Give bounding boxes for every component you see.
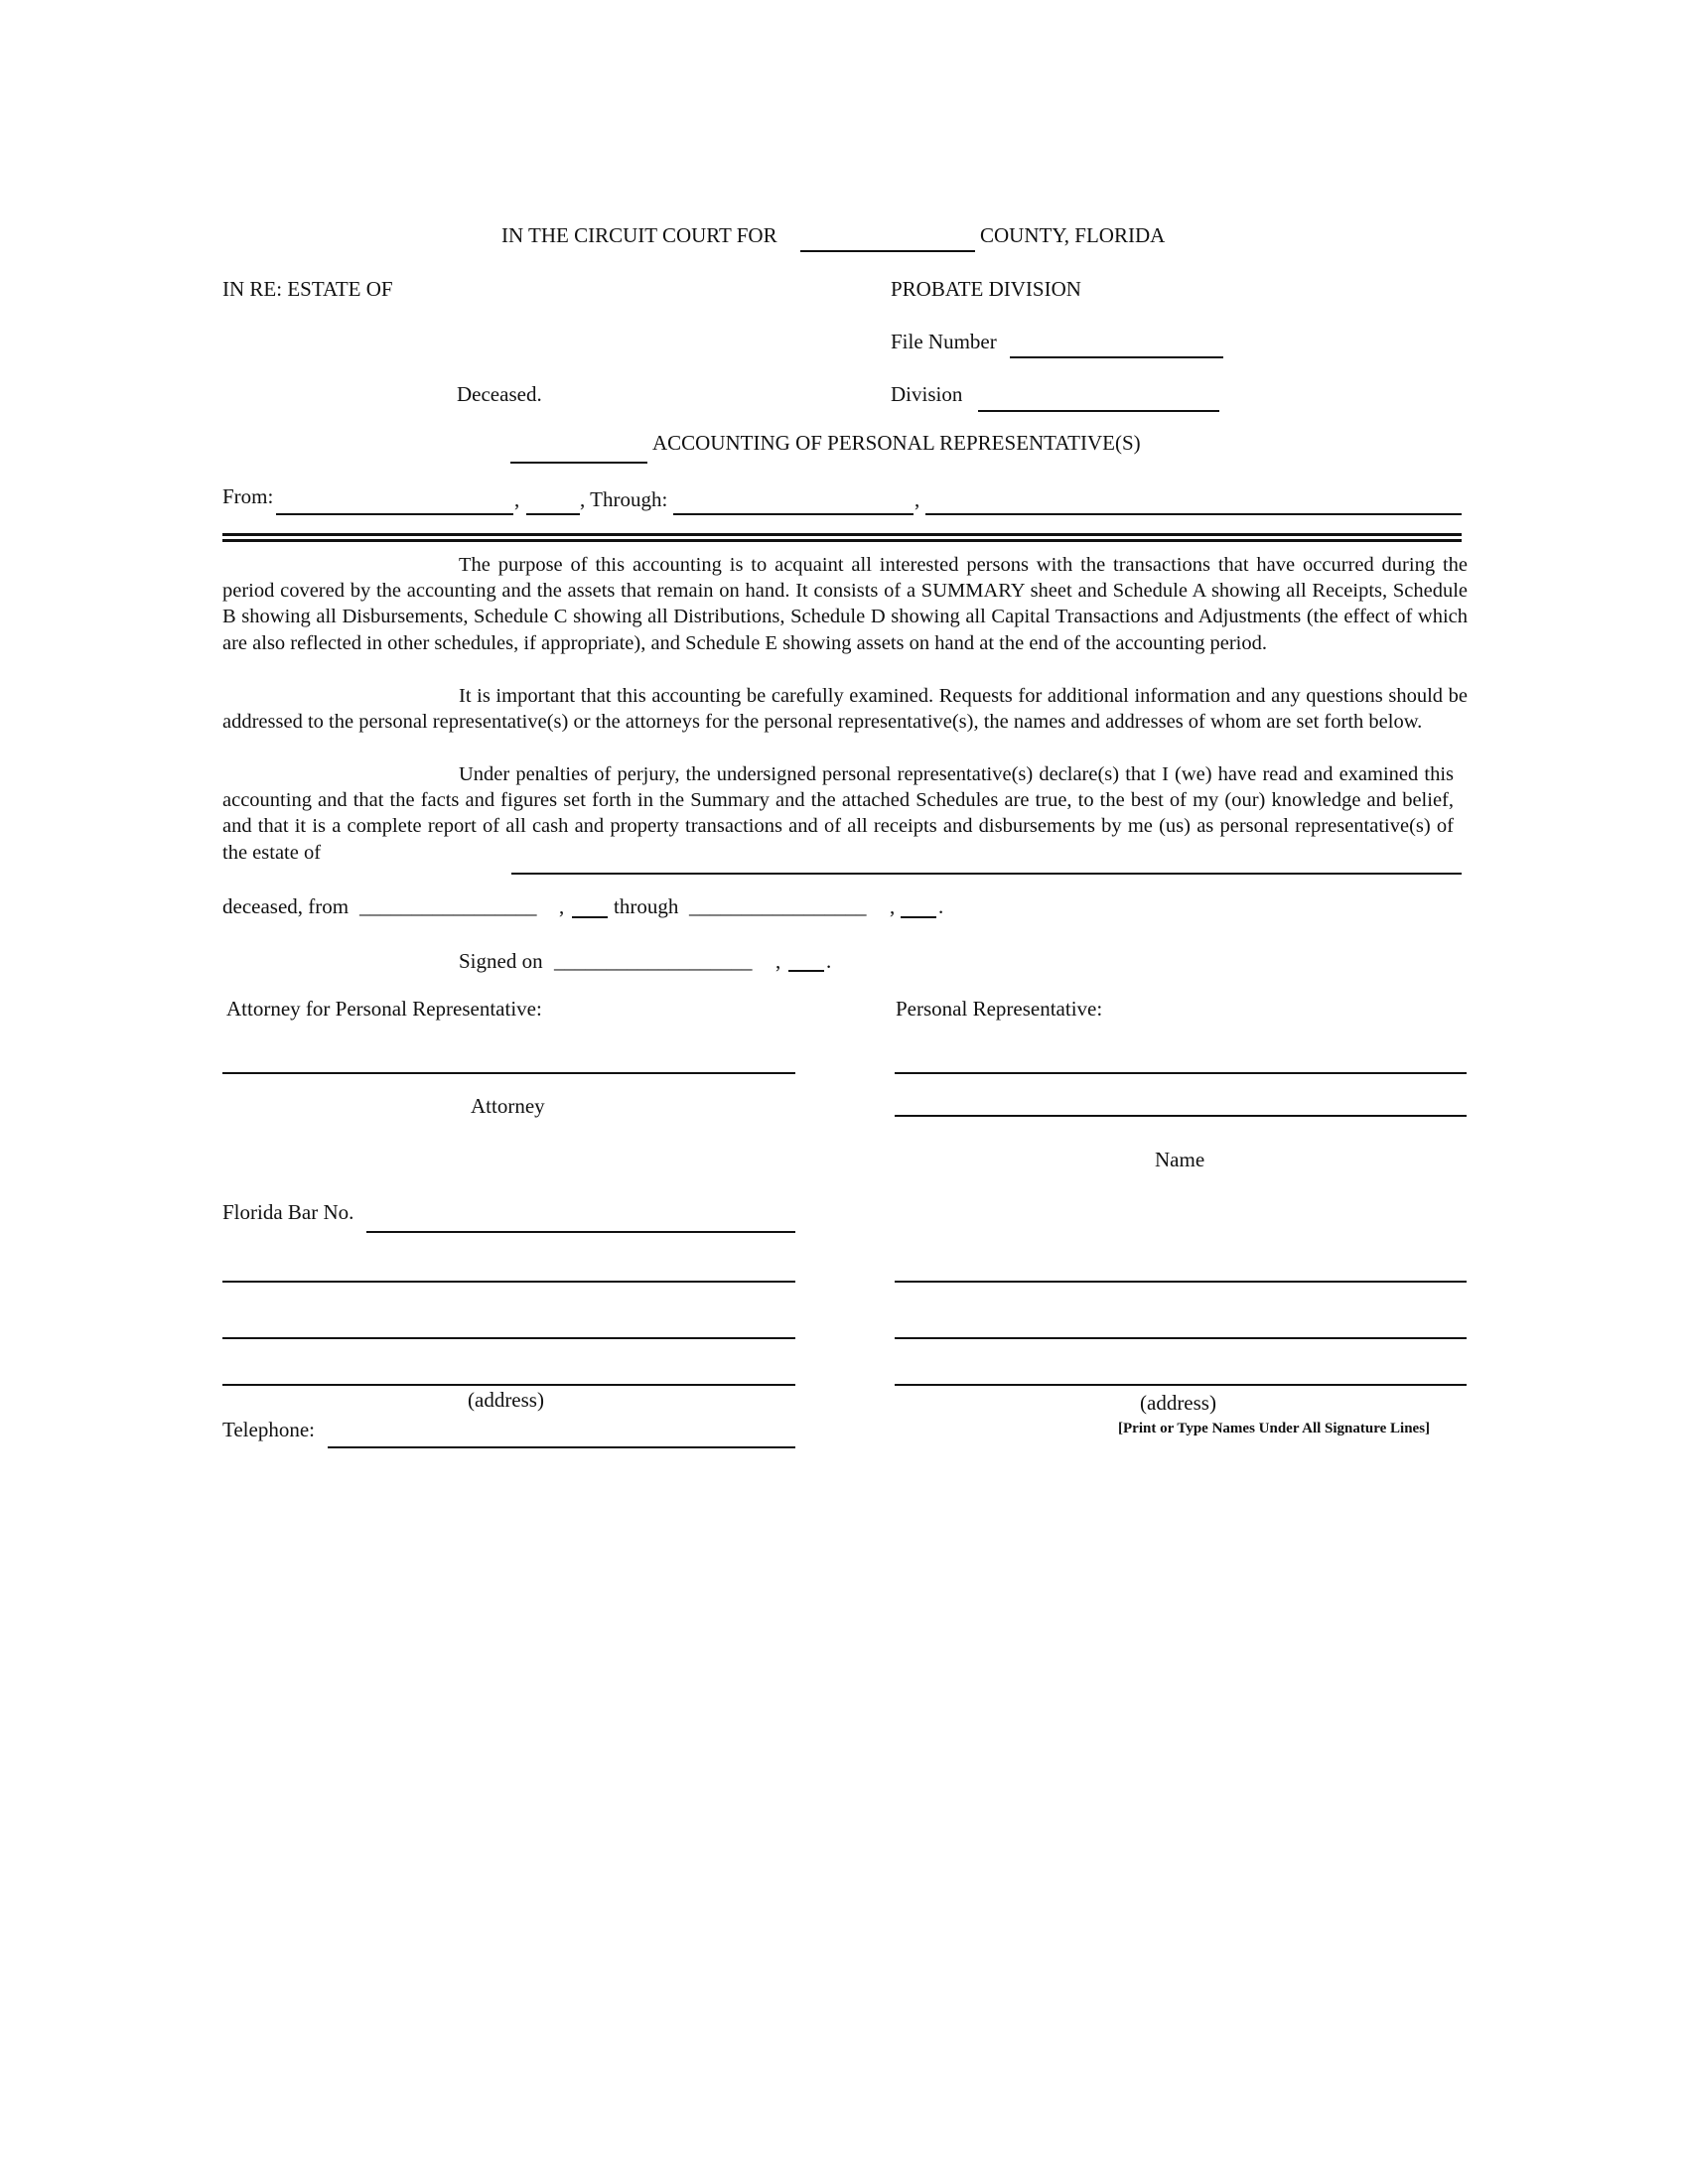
signed-on-blank[interactable]: ___________________: [554, 949, 753, 973]
signed-on-label: Signed on: [459, 949, 543, 973]
deceased-from-blank[interactable]: _________________: [359, 894, 537, 918]
probate-division-label: PROBATE DIVISION: [891, 277, 1081, 301]
from-label: From:: [222, 484, 274, 508]
representative-name-line[interactable]: [895, 1115, 1467, 1117]
telephone-label: Telephone:: [222, 1418, 315, 1441]
through-label: , Through:: [580, 487, 668, 511]
attorney-address-label: (address): [468, 1388, 544, 1412]
representative-address-line-3[interactable]: [895, 1384, 1467, 1386]
deceased-from-comma: ,: [559, 894, 565, 918]
division-label: Division: [891, 382, 963, 406]
perjury-paragraph: Under penalties of perjury, the undersigned personal representative(s) declare(s) that I (we) have read and examined this accounting and that the facts and figures set forth in the Summary and the attached Schedules are true, to the best of my (our) knowledge and belief, and that it is a complete report of all cash and property transactions and of all receipts and disbursements by me (us) as personal representative(s) of the estate of: [222, 763, 1454, 864]
florida-bar-field[interactable]: [366, 1231, 795, 1233]
deceased-from-year-field[interactable]: [572, 916, 608, 918]
from-date-field[interactable]: [276, 513, 513, 515]
division-field[interactable]: [978, 410, 1219, 412]
file-number-label: File Number: [891, 330, 997, 353]
important-paragraph: It is important that this accounting be carefully examined. Requests for additional information and any questions should be addressed to the personal representative(s) or the attorneys for the personal representative(s), the names and addresses of whom are set forth below.: [222, 685, 1468, 734]
from-year-field[interactable]: [526, 513, 580, 515]
representative-signature-line[interactable]: [895, 1072, 1467, 1074]
attorney-signature-line[interactable]: [222, 1072, 795, 1074]
double-rule-bottom: [222, 539, 1462, 542]
signed-on-comma: ,: [775, 949, 781, 973]
deceased-through-comma: ,: [890, 894, 896, 918]
deceased-through-blank[interactable]: _________________: [689, 894, 867, 918]
telephone-field[interactable]: [328, 1446, 795, 1448]
deceased-through-label: through: [614, 894, 679, 918]
in-re-label: IN RE: ESTATE OF: [222, 277, 393, 301]
through-date-field[interactable]: [673, 513, 914, 515]
deceased-label: Deceased.: [457, 382, 542, 406]
through-year-field[interactable]: [925, 513, 1462, 515]
attorney-address-line-2[interactable]: [222, 1337, 795, 1339]
florida-bar-label: Florida Bar No.: [222, 1200, 354, 1224]
title-blank[interactable]: [510, 462, 647, 464]
estate-name-field[interactable]: [511, 873, 1462, 875]
attorney-address-line-1[interactable]: [222, 1281, 795, 1283]
print-type-note: [Print or Type Names Under All Signature Lines]: [1118, 1421, 1431, 1436]
signed-on-end: .: [826, 949, 832, 973]
attorney-label: Attorney: [471, 1094, 545, 1118]
through-comma: ,: [914, 487, 920, 511]
representative-name-label: Name: [1155, 1148, 1205, 1171]
representative-address-line-1[interactable]: [895, 1281, 1467, 1283]
deceased-line-end: .: [938, 894, 944, 918]
double-rule-top: [222, 533, 1462, 536]
attorney-heading: Attorney for Personal Representative:: [226, 997, 542, 1021]
county-field[interactable]: [800, 250, 975, 252]
court-prefix: IN THE CIRCUIT COURT FOR: [501, 223, 777, 247]
attorney-address-line-3[interactable]: [222, 1384, 795, 1386]
document-title: ACCOUNTING OF PERSONAL REPRESENTATIVE(S): [652, 431, 1141, 455]
file-number-field[interactable]: [1010, 356, 1223, 358]
county-suffix: COUNTY, FLORIDA: [980, 223, 1166, 247]
signed-on-year-field[interactable]: [788, 970, 824, 972]
deceased-through-year-field[interactable]: [901, 916, 936, 918]
purpose-paragraph: The purpose of this accounting is to acquaint all interested persons with the transactions that have occurred during the period covered by the accounting and the assets that remain on hand. It consists of a SUMMARY sheet and Schedule A showing all Receipts, Schedule B showing all Disbursements, Schedule C showing all Distributions, Schedule D showing all Capital Transactions and Adjustments (the effect of which are also reflected in other schedules, if appropriate), and Schedule E showing assets on hand at the end of the accounting period.: [222, 554, 1468, 654]
deceased-from-label: deceased, from: [222, 894, 350, 918]
representative-address-line-2[interactable]: [895, 1337, 1467, 1339]
from-comma: ,: [514, 487, 520, 511]
representative-address-label: (address): [1140, 1391, 1216, 1415]
representative-heading: Personal Representative:: [896, 997, 1103, 1021]
